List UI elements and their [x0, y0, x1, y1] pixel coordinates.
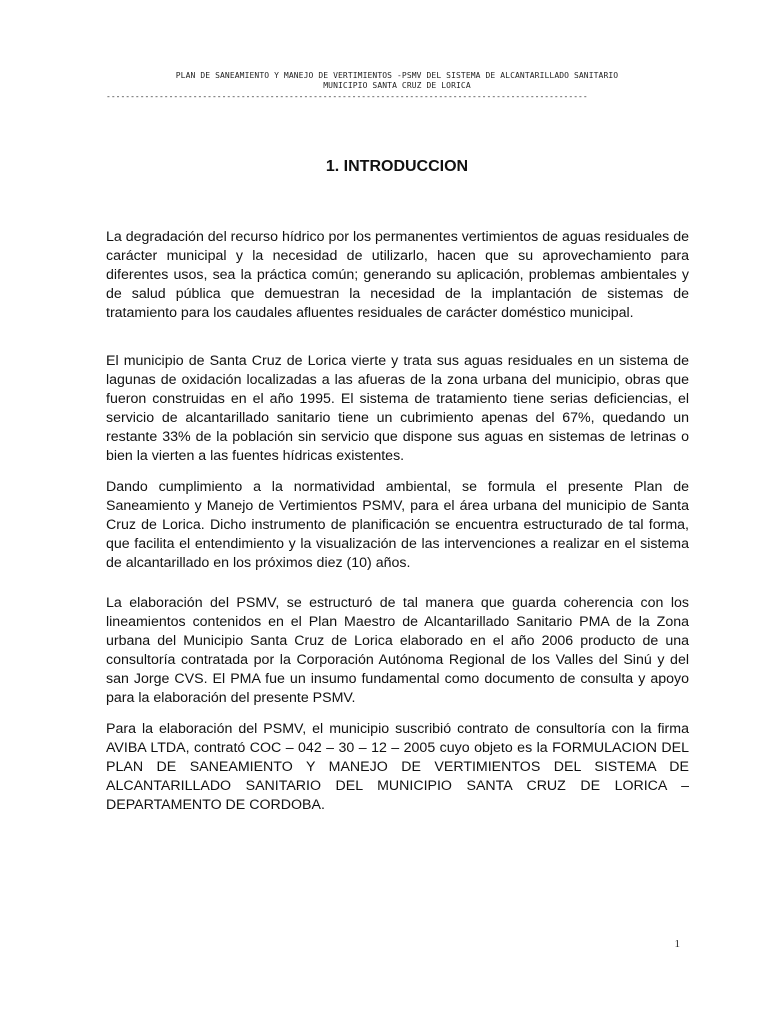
- body-paragraph-3: [106, 478, 689, 573]
- paragraph-text: La elaboración del PSMV, se estructuró de tal manera que guarda coherencia con los lineamientos contenidos en el Plan Maestro de Alcantarillado Sanitario PMA de la Zona urbana del Municipio Santa Cruz de Lorica elaborado en el año 2006 producto de una consultoría contratada por la Corporación Autónoma Regional de los Valles del Sinú y del san Jorge CVS. El PMA fue un insumo fundamental como documento de consulta y apoyo para la elaboración del presente PSMV.: [106, 595, 689, 706]
- paragraph-text: La degradación del recurso hídrico por los permanentes vertimientos de aguas residuales de carácter municipal y la necesidad de utilizarlo, hacen que su aprovechamiento para diferentes usos, sea la práctica común; generando su aplicación, problemas ambientales y de salud pública que demuestran la necesidad de la implantación de sistemas de tratamiento para los caudales afluentes residuales de carácter doméstico municipal.: [106, 229, 689, 321]
- page-number: 1: [674, 938, 680, 950]
- body-paragraph-4: [106, 594, 689, 708]
- paragraph-text: Dando cumplimiento a la normatividad ambiental, se formula el presente Plan de Saneamiento y Manejo de Vertimientos PSMV, para el área urbana del municipio de Santa Cruz de Lorica. Dicho instrumento de planificación se encuentra estructurado de tal forma, que facilita el entendimiento y la visualización de las intervenciones a realizar en el sistema de alcantarillado en los próximos diez (10) años.: [106, 479, 689, 571]
- header-rule: ----------------------------------------------------------------------------------------------------: [106, 92, 588, 101]
- paragraph-text: Para la elaboración del PSMV, el municipio suscribió contrato de consultoría con la firma AVIBA LTDA, contrató COC – 042 – 30 – 12 – 2005 cuyo objeto es la FORMULACION DEL PLAN DE SANEAMIENTO Y MANEJO DE VERTIMIENTOS DEL SISTEMA DE ALCANTARILLADO SANITARIO DEL MUNICIPIO SANTA CRUZ DE LORICA – DEPARTAMENTO DE CORDOBA.: [106, 721, 689, 813]
- running-header: [106, 71, 688, 91]
- body-paragraph-1: [106, 228, 689, 323]
- paragraph-text: El municipio de Santa Cruz de Lorica vierte y trata sus aguas residuales en un sistema de lagunas de oxidación localizadas a las afueras de la zona urbana del municipio, obras que fueron construidas en el año 1995. El sistema de tratamiento tiene serias deficiencias, el servicio de alcantarillado sanitario tiene un cubrimiento apenas del 67%, quedando un restante 33% de la población sin servicio que dispone sus aguas en sistemas de letrinas o bien la vierten a las fuentes hídricas existentes.: [106, 353, 689, 464]
- running-header-line-1: PLAN DE SANEAMIENTO Y MANEJO DE VERTIMIENTOS -PSMV DEL SISTEMA DE ALCANTARILLADO SANITARIO: [175, 71, 619, 80]
- running-header-line-2: MUNICIPIO SANTA CRUZ DE LORICA: [323, 81, 471, 90]
- body-paragraph-2: [106, 352, 689, 466]
- body-paragraph-5: [106, 720, 689, 815]
- section-title: 1. INTRODUCCION: [325, 158, 469, 175]
